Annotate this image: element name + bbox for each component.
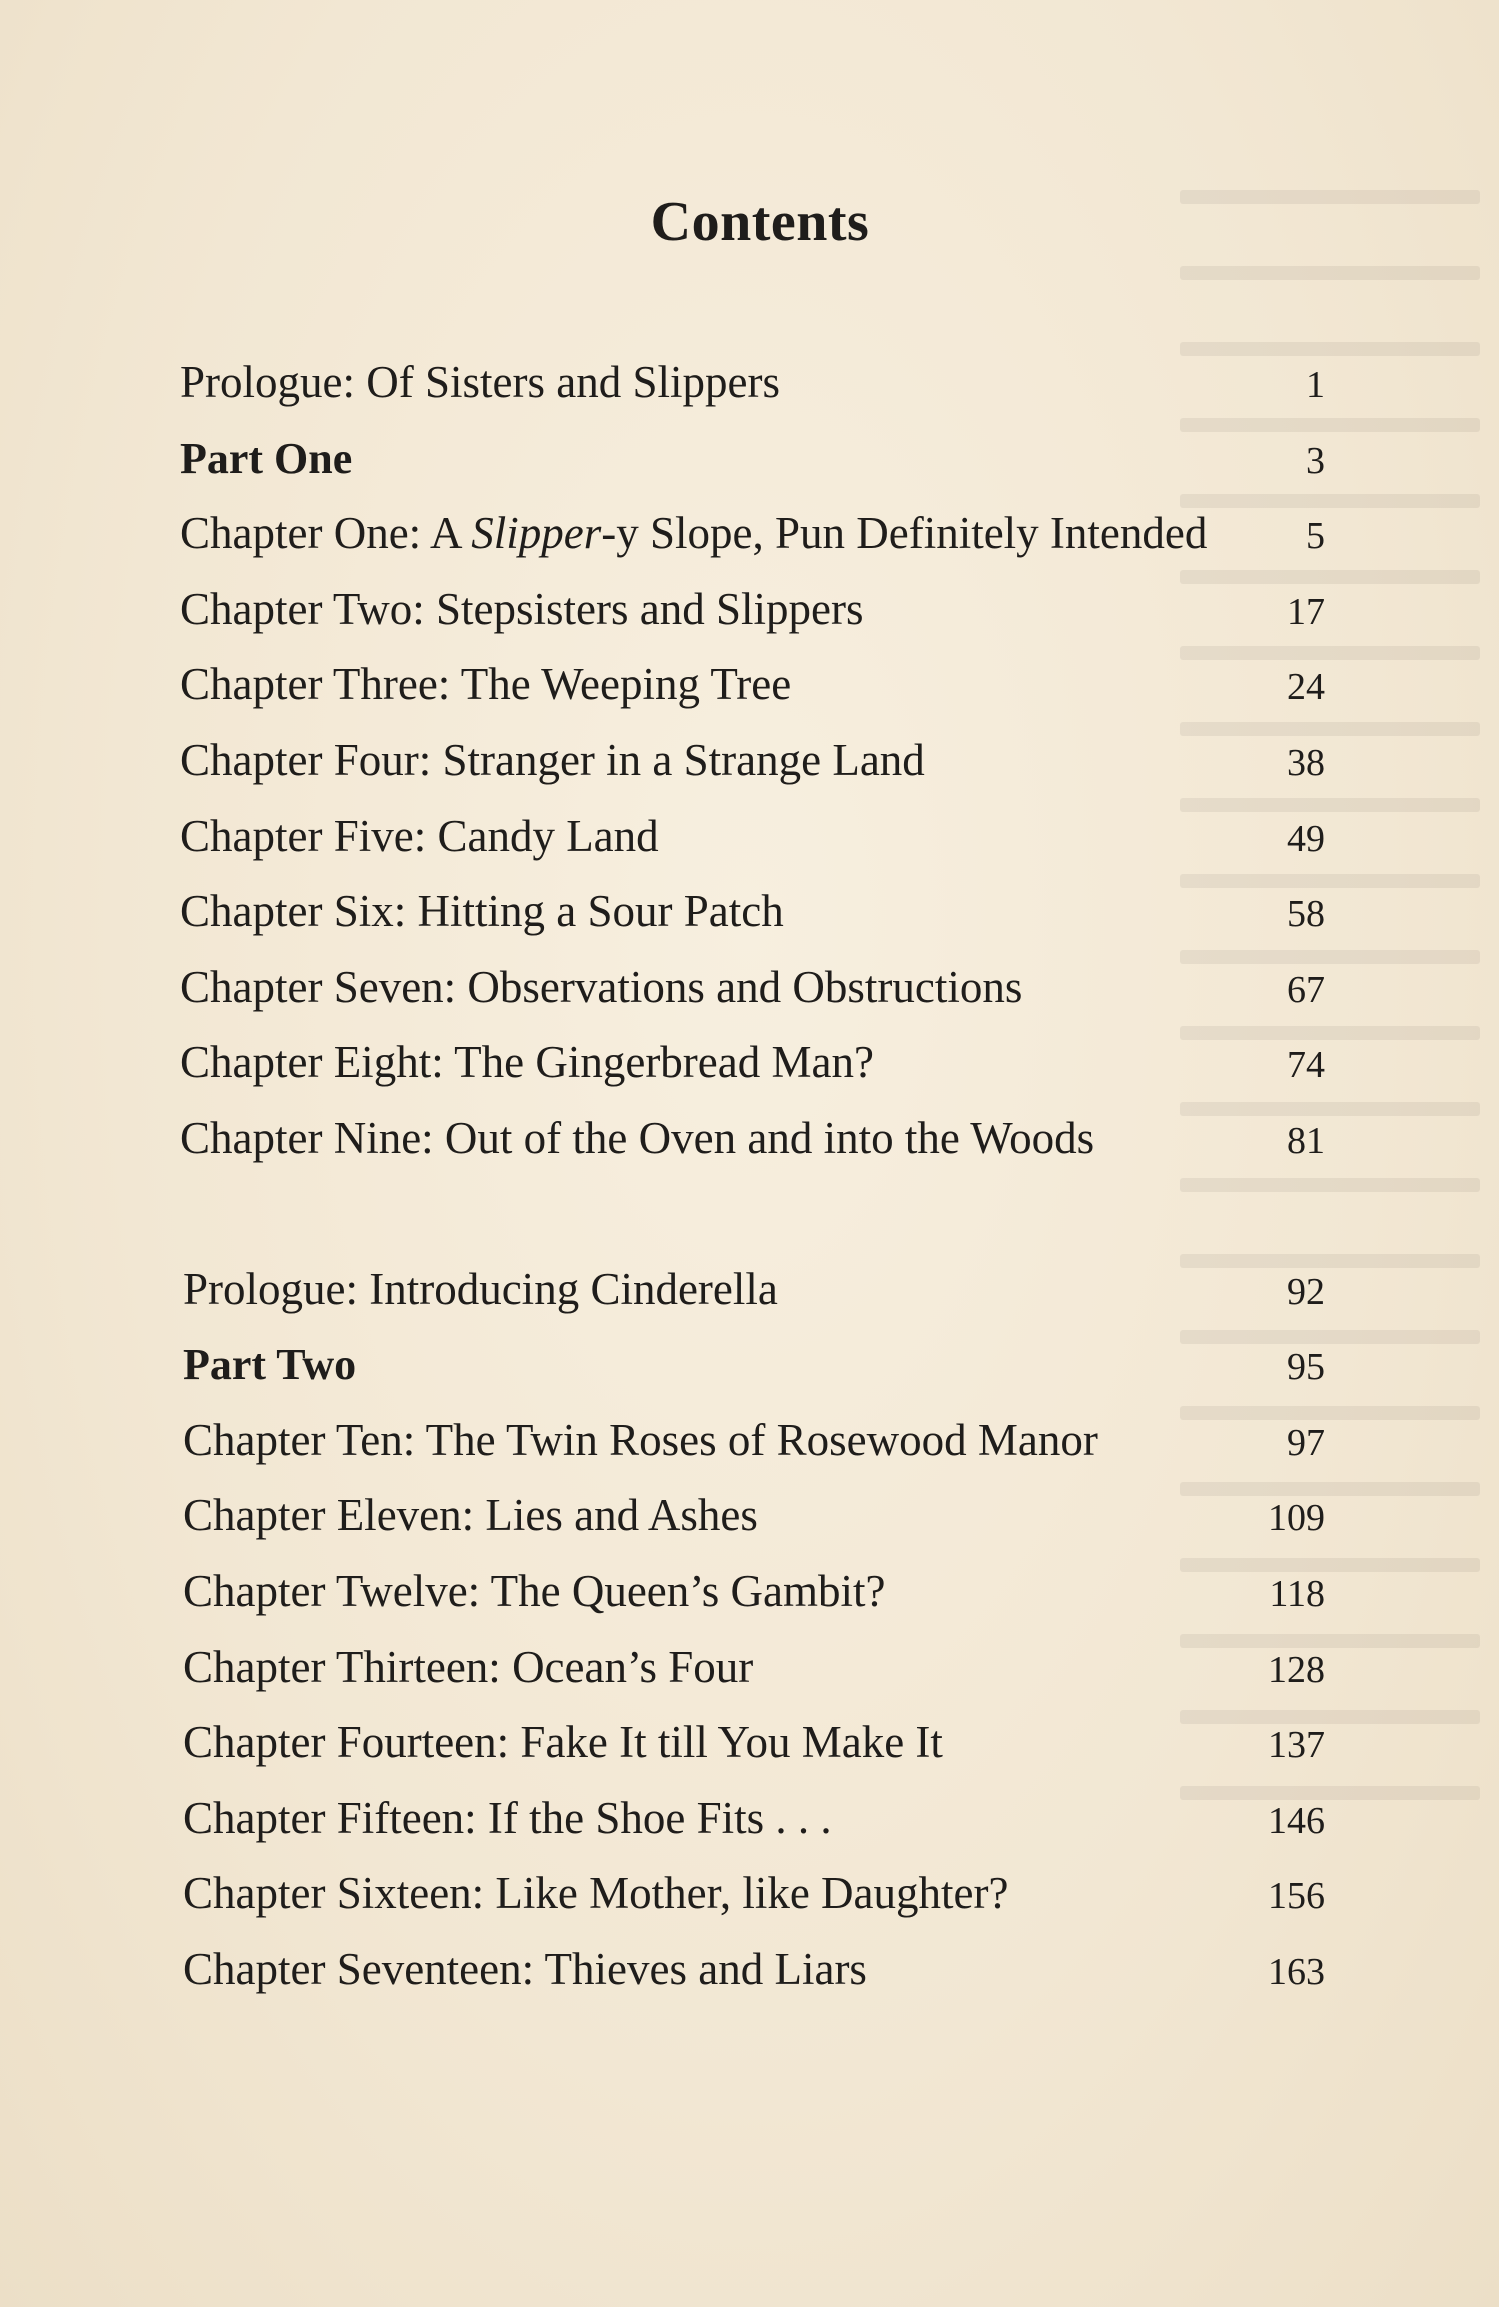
toc-section-part-two — [180, 1252, 1325, 2008]
toc-entry-label: Part One — [180, 433, 353, 483]
toc-entry-label: Chapter Eight: The Gingerbread Man? — [180, 1037, 874, 1088]
toc-entry-page: 156 — [1268, 1875, 1325, 1918]
toc-entry-page: 58 — [1287, 893, 1325, 936]
toc-entry-page: 92 — [1287, 1270, 1325, 1313]
toc-entry-page: 49 — [1287, 817, 1325, 860]
toc-entry — [183, 1705, 1325, 1781]
toc-entry-label: Chapter Sixteen: Like Mother, like Daughter? — [183, 1868, 1009, 1919]
toc-entry-label-start: Chapter One: A — [180, 508, 472, 559]
toc-entry-page: 128 — [1268, 1648, 1325, 1691]
toc-entry — [180, 647, 1325, 723]
toc-entry — [183, 1781, 1325, 1857]
toc-entry-label: Chapter Three: The Weeping Tree — [180, 659, 792, 710]
toc-entry-label: Chapter Six: Hitting a Sour Patch — [180, 886, 784, 937]
toc-entry-label: Chapter Fifteen: If the Shoe Fits . . . — [183, 1792, 832, 1843]
toc-section-part-one — [180, 345, 1325, 1177]
toc-entry-page: 97 — [1287, 1421, 1325, 1464]
toc-entry-page: 38 — [1287, 741, 1325, 784]
toc-entry-page: 5 — [1306, 515, 1325, 558]
toc-entry-page: 137 — [1268, 1724, 1325, 1767]
toc-entry — [180, 799, 1325, 875]
toc-entry-label: Part Two — [183, 1340, 357, 1390]
toc-entry-page: 118 — [1269, 1572, 1325, 1615]
toc-entry-page: 24 — [1287, 666, 1325, 709]
toc-entry — [183, 1932, 1325, 2008]
toc-entry-label-end: -y Slope, Pun Definitely Intended — [601, 508, 1208, 559]
table-of-contents — [180, 345, 1325, 2007]
toc-entry — [180, 1101, 1325, 1177]
toc-entry — [180, 345, 1325, 421]
toc-entry — [180, 496, 1325, 572]
toc-entry-label: Chapter Thirteen: Ocean’s Four — [183, 1641, 754, 1692]
toc-entry-label: Chapter Nine: Out of the Oven and into the Woods — [180, 1112, 1095, 1163]
toc-entry-page: 81 — [1287, 1119, 1325, 1162]
toc-entry — [183, 1554, 1325, 1630]
toc-entry-page: 163 — [1268, 1950, 1325, 1993]
toc-entry-page: 17 — [1287, 590, 1325, 633]
toc-entry-label: Prologue: Of Sisters and Slippers — [180, 357, 780, 407]
toc-entry-page: 3 — [1306, 439, 1325, 482]
page-title: Contents — [650, 191, 870, 253]
toc-entry-page: 1 — [1306, 364, 1325, 406]
toc-entry — [180, 874, 1325, 950]
toc-entry-label: Chapter Ten: The Twin Roses of Rosewood Manor — [183, 1414, 1098, 1465]
toc-entry-label: Chapter Eleven: Lies and Ashes — [183, 1490, 758, 1541]
toc-entry-label: Chapter Twelve: The Queen’s Gambit? — [183, 1565, 886, 1616]
toc-entry-page: 95 — [1287, 1346, 1325, 1389]
toc-entry — [180, 1025, 1325, 1101]
toc-entry-part-heading — [180, 421, 1325, 497]
toc-entry — [180, 723, 1325, 799]
toc-entry — [180, 950, 1325, 1026]
toc-entry — [183, 1630, 1325, 1706]
toc-entry-label: Chapter Two: Stepsisters and Slippers — [180, 583, 864, 634]
toc-entry-part-heading — [183, 1327, 1325, 1403]
toc-entry — [180, 572, 1325, 648]
toc-entry-label: Prologue: Introducing Cinderella — [183, 1263, 778, 1314]
toc-entry-page: 146 — [1268, 1799, 1325, 1842]
toc-entry — [183, 1478, 1325, 1554]
toc-entry-label: Chapter Five: Candy Land — [180, 810, 659, 861]
toc-entry-label — [180, 496, 1207, 572]
toc-entry-label: Chapter Fourteen: Fake It till You Make It — [183, 1717, 943, 1768]
toc-entry-label: Chapter Seventeen: Thieves and Liars — [183, 1943, 867, 1994]
toc-entry-page: 74 — [1287, 1044, 1325, 1087]
toc-entry — [183, 1856, 1325, 1932]
toc-entry — [183, 1252, 1325, 1328]
toc-entry-label: Chapter Seven: Observations and Obstructions — [180, 961, 1023, 1012]
toc-entry-page: 67 — [1287, 968, 1325, 1011]
toc-entry-page: 109 — [1268, 1497, 1325, 1540]
toc-entry-label: Chapter Four: Stranger in a Strange Land — [180, 734, 925, 785]
toc-entry-label-italic: Slipper — [471, 508, 602, 559]
toc-entry — [183, 1403, 1325, 1479]
